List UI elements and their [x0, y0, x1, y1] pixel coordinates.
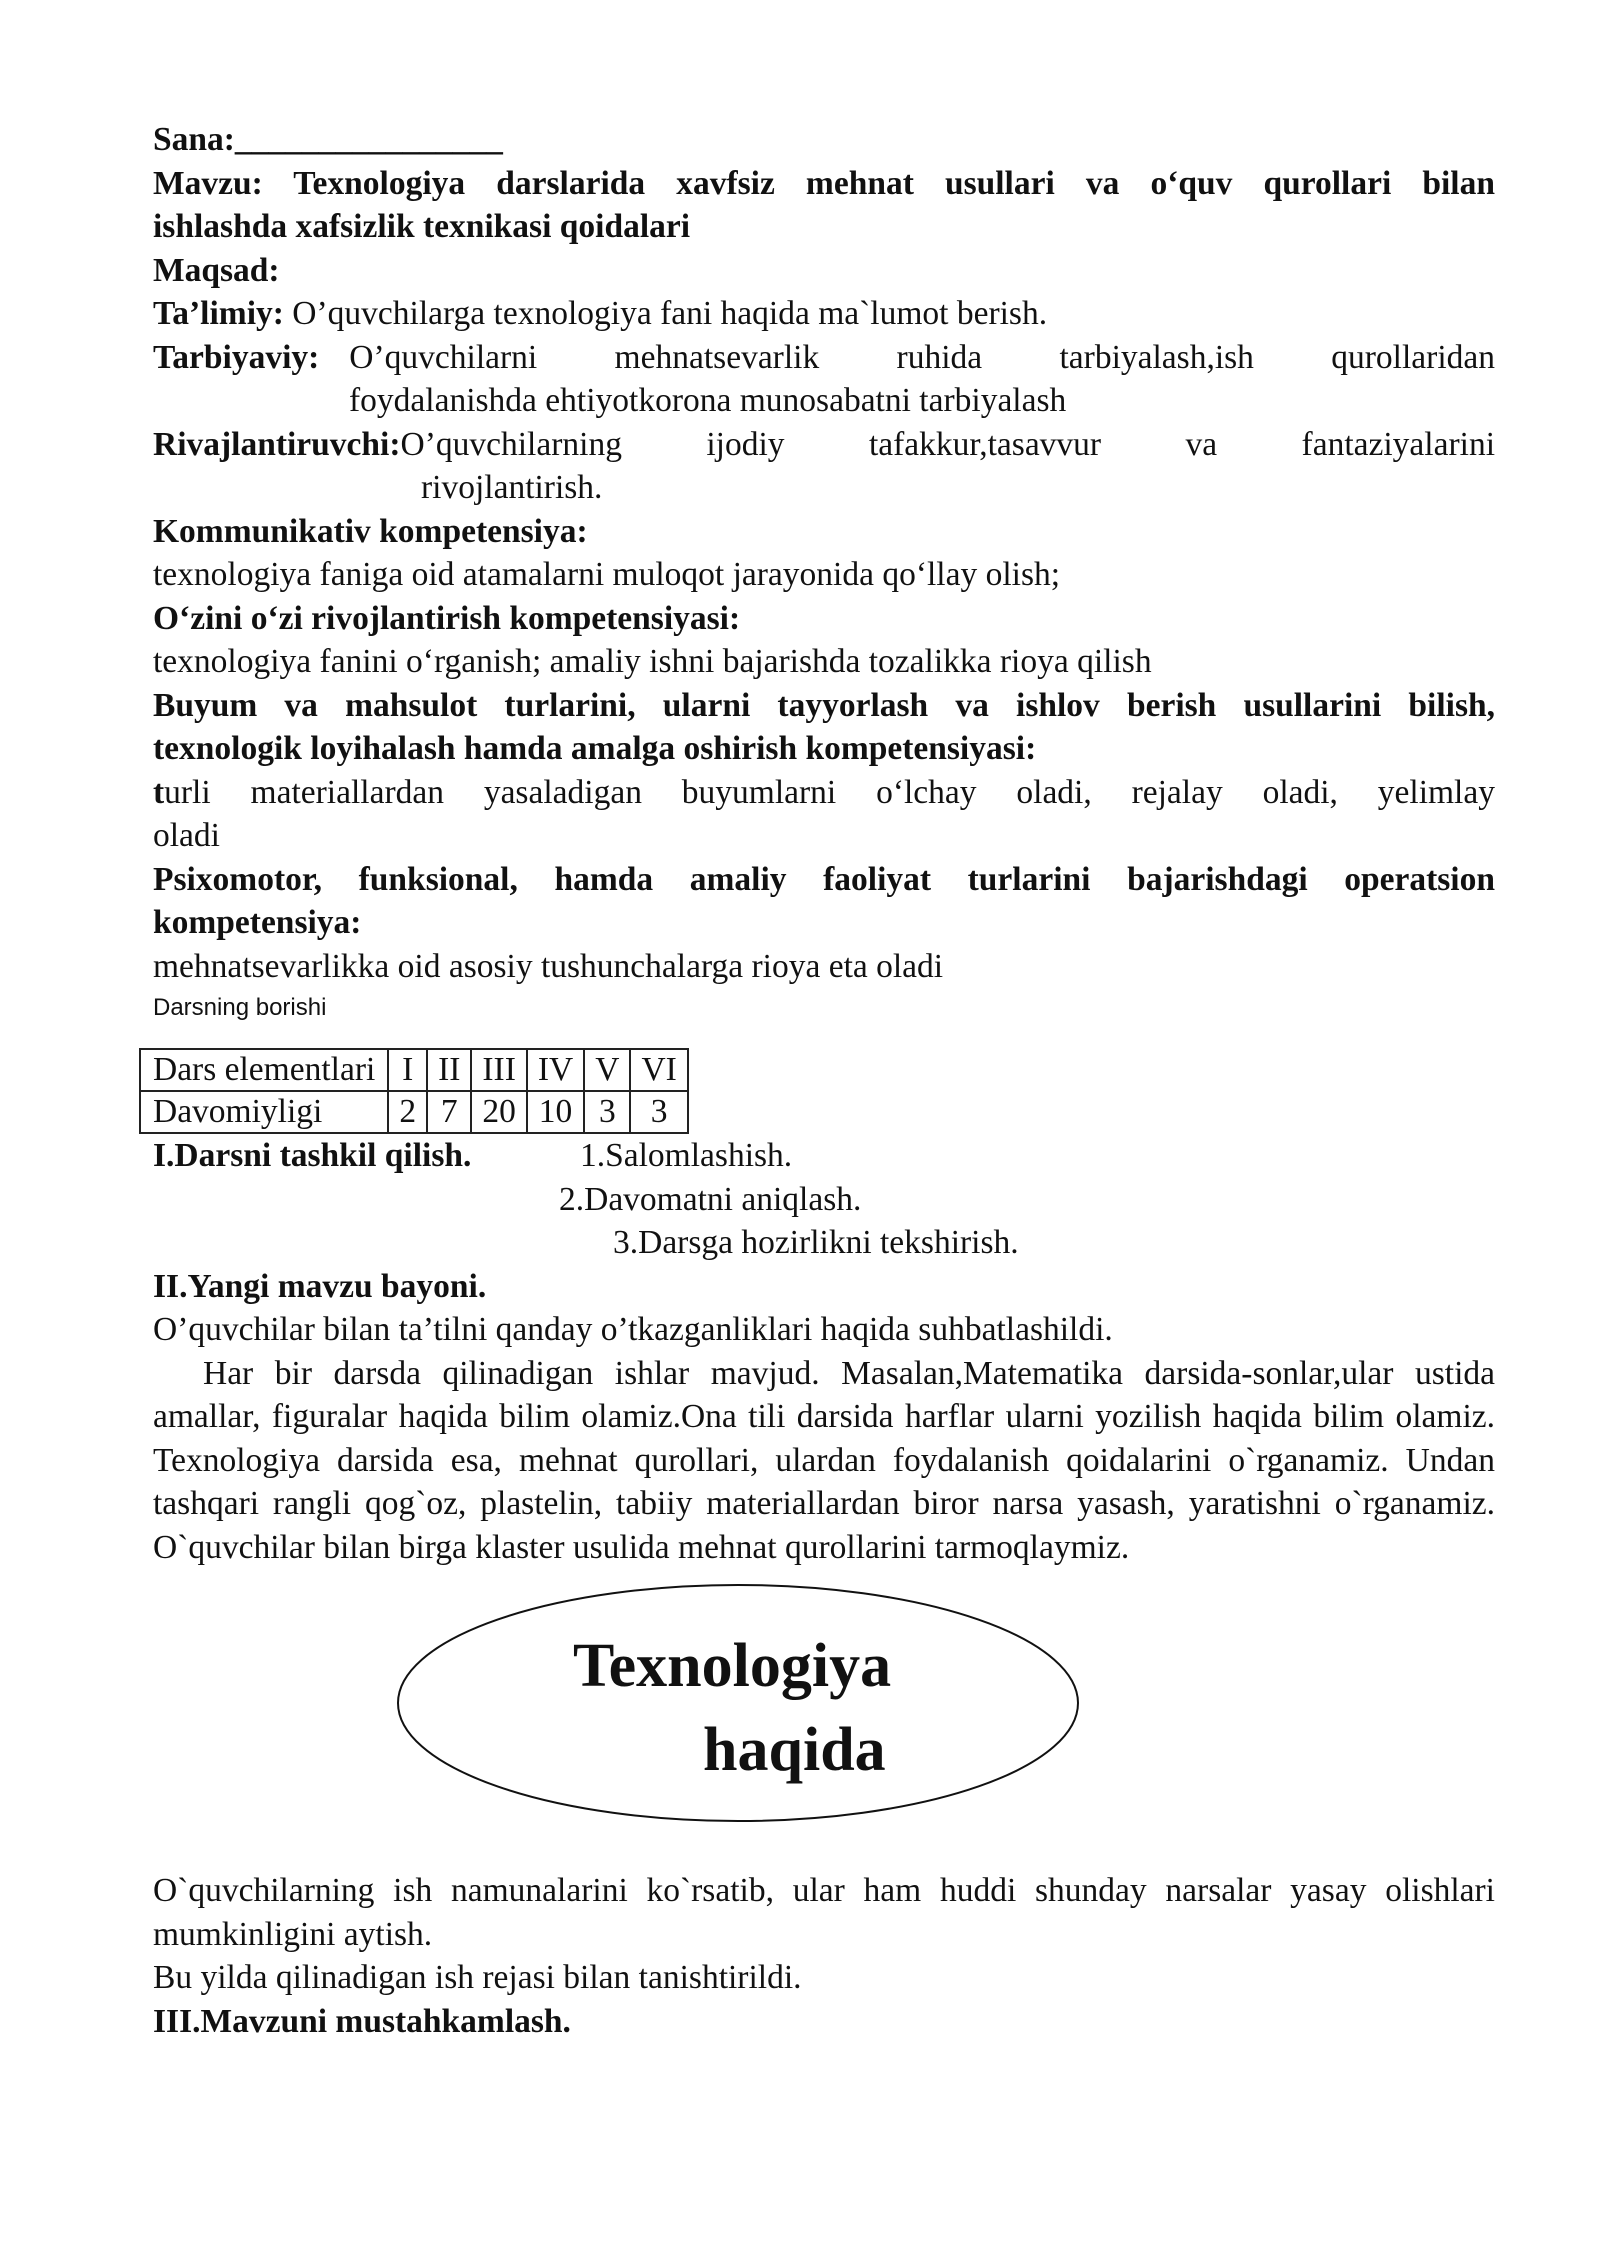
date-label: Sana: [153, 121, 235, 158]
table-cell: 7 [427, 1091, 471, 1133]
goal-rivojlantiruvchi [153, 423, 1495, 467]
section-1-step-3: 3.Darsga hozirlikni tekshirish. [613, 1224, 1019, 1261]
rivoj-text-2: rivojlantirish. [421, 469, 603, 506]
tarbiyaviy-text-2: foydalanishda ehtiyotkorona munosabatni tarbiyalash [349, 382, 1067, 419]
date-blank: ________________ [234, 121, 503, 158]
topic-line-1 [153, 162, 1495, 206]
competency-3-text-2: oladi [153, 817, 220, 854]
table-cell: I [388, 1049, 427, 1091]
date-line [153, 118, 1495, 162]
cluster-ellipse [393, 1581, 1083, 1826]
competency-3-title-2: texnologik loyihalash hamda amalga oshirish kompetensiyasi: [153, 730, 1037, 767]
goal-tarbiyaviy [153, 336, 1495, 380]
table-cell: III [471, 1049, 527, 1091]
table-cell: 3 [584, 1091, 630, 1133]
competency-4-title-1: Psixomotor, funksional, hamda amaliy faoliyat turlarini bajarishdagi operatsion [153, 860, 1495, 898]
table-cell: 10 [527, 1091, 584, 1133]
document-page [153, 118, 1495, 2043]
table-row [140, 1049, 688, 1091]
competency-2-title: O‘zini o‘zi rivojlantirish kompetensiyasi: [153, 599, 741, 637]
talimiy-text: O’quvchilarga texnologiya fani haqida ma`lumot berish. [283, 295, 1048, 332]
table-cell: Dars elementlari [140, 1049, 388, 1091]
lesson-elements-table [139, 1048, 689, 1134]
section-1-step-1: 1.Salomlashish. [580, 1137, 793, 1174]
rivoj-text-1: O’quvchilarning ijodiy tafakkur,tasavvur va fantaziyalarini [400, 425, 1495, 463]
after-p1: O`quvchilarning ish namunalarini ko`rsatib, ular ham huddi shunday narsalar yasay olishlari mumkinligini aytish. [153, 1872, 1495, 1953]
topic-text-1: Texnologiya darslarida xavfsiz mehnat usullari va o‘quv qurollari bilan [293, 164, 1495, 202]
after-p2: Bu yilda qilinadigan ish rejasi bilan tanishtirildi. [153, 1959, 802, 1996]
topic-line-2: ishlashda xafsizlik texnikasi qoidalari [153, 208, 691, 245]
table-cell: 20 [471, 1091, 527, 1133]
competency-2-text: texnologiya fanini o‘rganish; amaliy ishni bajarishda tozalikka rioya qilish [153, 643, 1152, 680]
table-row [140, 1091, 688, 1133]
competency-3-text-rest: urli materiallardan yasaladigan buyumlarni o‘lchay oladi, rejalay oladi, yelimlay [164, 773, 1495, 811]
competency-3-title-1: Buyum va mahsulot turlarini, ularni tayyorlash va ishlov berish usullarini bilish, [153, 686, 1495, 724]
section-2-p2: Har bir darsda qilinadigan ishlar mavjud. Masalan,Matematika darsida-sonlar,ular ustida amallar, figuralar haqida bilim olamiz.Ona tili darsida harflar ularni yozilish haqida bilim olamiz. Texnologiya darsida esa, mehnat qurollari, ulardan foydalanish qoidalarini o`rganamiz. Undan tashqari rangli qog`oz, plastelin, tabiiy materiallardan biror narsa yasash, yaratishni o`rganamiz. O`quvchilar bilan birga klaster usulida mehnat qurollarini tarmoqlaymiz. [153, 1354, 1495, 1566]
competency-1-text: texnologiya faniga oid atamalarni muloqot jarayonida qo‘llay olish; [153, 556, 1061, 593]
goal-talimiy [153, 292, 1495, 336]
competency-1-title: Kommunikativ kompetensiya: [153, 512, 588, 550]
tarbiyaviy-text-1: O’quvchilarni mehnatsevarlik ruhida tarbiyalash,ish qurollaridan [349, 338, 1495, 376]
table-cell: 2 [388, 1091, 427, 1133]
competency-4-text: mehnatsevarlikka oid asosiy tushunchalarga rioya eta oladi [153, 947, 944, 985]
cluster-text-1: Texnologiya [573, 1632, 892, 1700]
competency-3-first-letter: t [153, 773, 165, 811]
table-cell: VI [630, 1049, 687, 1091]
rivoj-label: Rivajlantiruvchi: [153, 425, 401, 463]
table-cell: Davomiyligi [140, 1091, 388, 1133]
table-cell: IV [527, 1049, 584, 1091]
section-3-title: III.Mavzuni mustahkamlash. [153, 2002, 571, 2040]
table-cell: V [584, 1049, 630, 1091]
section-1 [153, 1134, 1495, 1178]
section-2-p1: O’quvchilar bilan ta’tilni qanday o’tkazganliklari haqida suhbatlashildi. [153, 1311, 1113, 1348]
section-1-title: I.Darsni tashkil qilish. [153, 1137, 472, 1174]
competency-4-title-2: kompetensiya: [153, 904, 362, 941]
cluster-text-2: haqida [703, 1716, 886, 1784]
lesson-flow-label: Darsning borishi [153, 994, 327, 1021]
section-2-title: II.Yangi mavzu bayoni. [153, 1267, 487, 1305]
competency-3-text-1 [153, 771, 1495, 815]
cluster-diagram [153, 1569, 1495, 1869]
section-1-step-2: 2.Davomatni aniqlash. [559, 1180, 862, 1218]
talimiy-label: Ta’limiy: [153, 295, 284, 332]
tarbiyaviy-label: Tarbiyaviy: [153, 338, 320, 376]
goal-heading: Maqsad: [153, 251, 280, 289]
topic-label: Mavzu: [153, 164, 263, 202]
table-cell: 3 [630, 1091, 687, 1133]
table-cell: II [427, 1049, 471, 1091]
